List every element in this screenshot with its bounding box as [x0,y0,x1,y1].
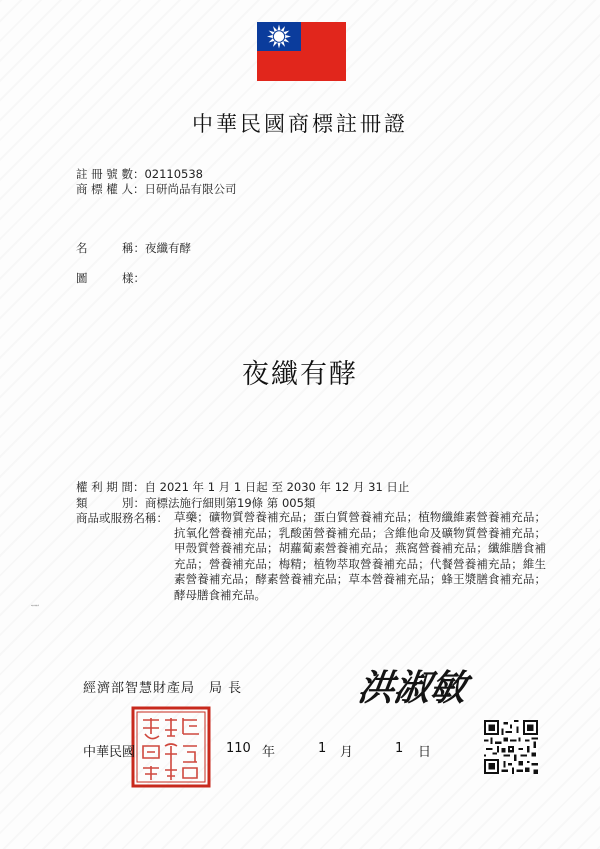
owner-label: 商 標 權 人： [76,182,145,196]
signature-text: 洪淑敏 [355,666,470,709]
trademark-design-text: 夜纖有酵 [242,359,358,390]
qr-code-icon[interactable] [484,720,538,774]
seal-text: 經濟部智慧財產局 [31,606,39,607]
class-value: 商標法施行細則第19條 第 005類 [145,496,316,510]
goods-list: 草藥；礦物質營養補充品；蛋白質營養補充品；植物纖維素營養補充品；抗氧化營養補充品；乳酸菌營養補充品；含維他命及礦物質營養補充品；甲殼質營養補充品；胡蘿蔔素營養補充品；燕窩營養補充品；纖維膳食補充品；營養補充品；梅精；植物萃取營養補充品；代餐營養補充品；維生素營養補充品；酵素營養補充品；草本營養補充品；蜂王漿膳食補充品；酵母膳食補充品。 [174,510,546,602]
design-row [76,270,145,286]
issue-date-month: 1 [318,741,327,756]
goods-label: 商品或服務名稱： [76,511,168,525]
registration-number-value: 02110538 [144,167,204,181]
issue-date-day: 1 [395,741,404,756]
registration-number-label: 註 冊 號 數： [76,167,145,181]
owner-row [76,181,236,197]
mark-name-row [76,240,191,256]
issue-date-year: 110 [226,741,251,756]
design-label: 圖 樣： [76,271,145,285]
issue-date-day-unit: 日 [418,745,432,760]
certificate-title: 中華民國商標註冊證 [192,112,408,136]
issue-date-year-unit: 年 [262,745,276,760]
issue-date-prefix: 中華民國 [83,745,136,760]
class-label: 類 別： [76,496,145,510]
mark-name-value: 夜纖有酵 [145,241,191,255]
term-label: 權 利 期 間： [76,480,145,494]
issuing-office: 經濟部智慧財產局 局 長 [83,681,243,696]
owner-value: 日研尚品有限公司 [144,182,237,196]
roc-flag-icon [257,22,346,81]
issue-date-month-unit: 月 [340,745,354,760]
class-row [76,495,315,511]
term-row [76,479,409,495]
registration-number-row [76,166,203,182]
mark-name-label: 名 稱： [76,241,145,255]
term-value: 自 2021 年 1 月 1 日起 至 2030 年 12 月 31 日止 [144,480,410,494]
signature-icon [355,660,500,710]
